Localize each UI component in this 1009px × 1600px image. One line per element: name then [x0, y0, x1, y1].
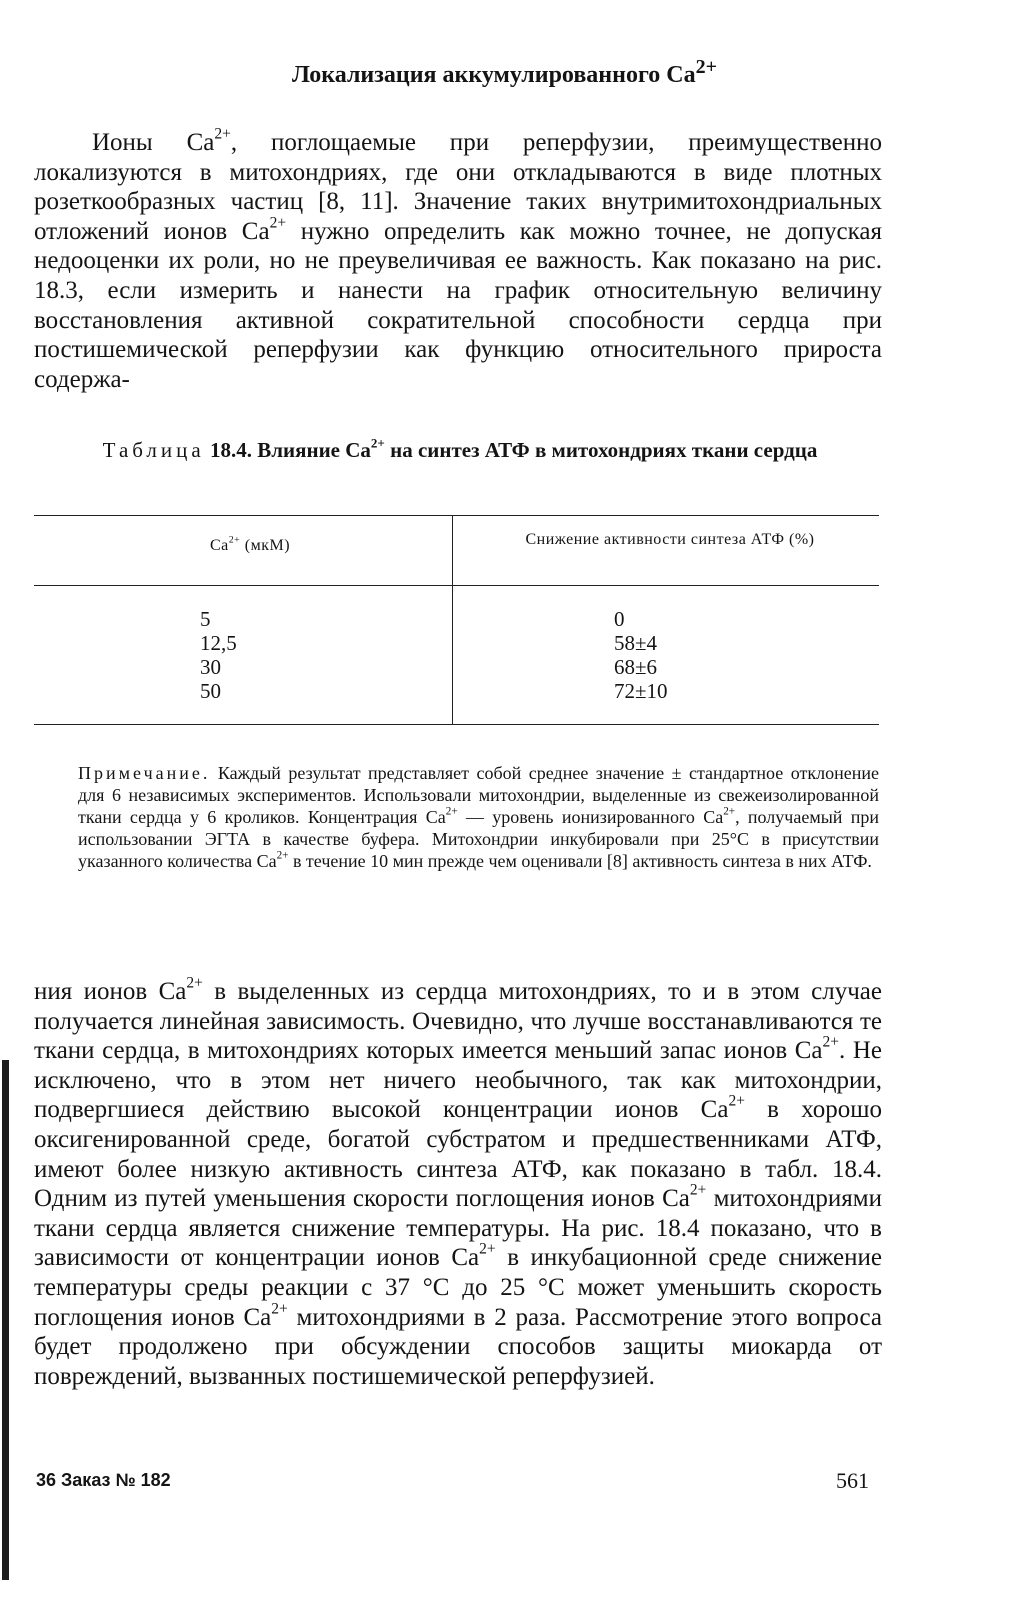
p2-sup: 2+ [822, 1033, 840, 1051]
p1-text: Ионы Ca [92, 129, 215, 156]
p1-text: , поглощаемые при реперфузии, преимущественно локализуются в митохондриях, где они откладываются в виде плотных розеткообразных частиц [8, 11]. Значение таких внутримитохондриальных отложений ионов Ca [34, 129, 882, 245]
p2-sup: 2+ [186, 974, 203, 992]
table-cell-reduction: 58±4 [614, 631, 658, 655]
table-top-rule [34, 515, 879, 516]
table-cell-reduction: 68±6 [614, 655, 658, 679]
p2-text: в инкубационной среде снижение температуры среды реакции с 37 °C до 25 °C может уменьшить скорость поглощения ионов Ca [34, 1244, 882, 1331]
p1-sup: 2+ [269, 214, 287, 232]
note-sup: 2+ [276, 849, 289, 862]
table-header-ca-text: Ca [209, 537, 229, 554]
table-header-rule [34, 585, 879, 586]
table-cell-reduction: 72±10 [614, 679, 668, 703]
p2-sup: 2+ [479, 1240, 496, 1258]
p2-text: митохондриями в 2 раза. Рассмотрение этого вопроса будет продолжено при обсуждении способов защиты миокарда от повреждений, вызванных постишемической реперфузией. [34, 1303, 882, 1390]
table-cell-ca: 5 [200, 607, 211, 631]
table-column-ca [200, 607, 237, 703]
p2-sup: 2+ [689, 1181, 707, 1199]
p2-sup: 2+ [271, 1299, 288, 1317]
table-header-atp-reduction: Снижение активности синтеза АТФ (%) [525, 531, 815, 548]
section-heading-sup: 2+ [695, 56, 717, 78]
table-caption-sup: 2+ [370, 435, 385, 451]
table-column-reduction [614, 607, 668, 703]
table-caption-main: Влияние Ca [257, 438, 371, 462]
table-header-ca [120, 536, 380, 556]
table-cell-reduction: 0 [614, 607, 625, 631]
body-paragraph-2 [34, 974, 883, 1391]
page-number: 561 [836, 1468, 869, 1493]
section-heading [0, 56, 1009, 89]
table-note-label: Примечание. [78, 763, 211, 783]
scan-edge-shadow [2, 1060, 9, 1580]
section-heading-text: Локализация аккумулированного Ca [292, 62, 696, 88]
p1-sup: 2+ [214, 125, 231, 143]
table-cell-ca: 30 [200, 655, 221, 679]
table-caption [60, 435, 860, 463]
table-header-ca-sup: 2+ [228, 534, 241, 546]
note-sup: 2+ [445, 805, 458, 818]
table-cell-ca: 50 [200, 679, 221, 703]
table-bottom-rule [34, 724, 879, 725]
table-cell-ca: 12,5 [200, 631, 237, 655]
note-sup: 2+ [723, 805, 736, 818]
p2-text: в хорошо оксигенированной среде, богатой субстратом и предшественниками АТФ, имеют более низкую активность синтеза АТФ, как показано в табл. 18.4. Одним из путей уменьшения скорости поглощения ионов Ca [34, 1096, 883, 1213]
note-text: — уровень ионизированного Ca [457, 807, 724, 827]
p2-sup: 2+ [728, 1092, 745, 1110]
printer-signature: 36 Заказ № 182 [36, 1470, 171, 1490]
body-paragraph-1 [34, 125, 882, 394]
table-column-divider [452, 515, 453, 725]
note-text: , получаемый при использовании ЭГТА в качестве буфера. Митохондрии инкубировали при 25°C в присутствии указанного количества Ca [78, 807, 880, 871]
p2-text: . Не исключено, что в этом нет ничего необычного, так как митохондрии, подвергшиеся действию высокой концентрации ионов Ca [34, 1037, 882, 1124]
p1-text: нужно определить как можно точнее, не допуская недооценки их роли, но не преувеличивая ее важность. Как показано на рис. 18.3, если измерить и нанести на график относительную величину восстановления активной сократительной способности сердца при постишемической реперфузии как функцию относительного прироста содержа- [34, 217, 882, 393]
table-caption-number: 18.4. [204, 438, 258, 462]
p2-text: ния ионов Ca [34, 978, 187, 1005]
p2-text: в выделенных из сердца митохондриях, то и в этом случае получается линейная зависимость. Очевидно, что лучше восстанавливаются те ткани сердца, в митохондриях которых имеется меньший запас ионов Ca [34, 978, 882, 1065]
table-caption-rest: на синтез АТФ в митохондриях ткани сердца [384, 438, 818, 462]
p2-text: митохондриями ткани сердца является снижение температуры. На рис. 18.4 показано, что в зависимости от концентрации ионов Ca [34, 1185, 882, 1272]
note-text: в течение 10 мин прежде чем оценивали [8] активность синтеза в них АТФ. [288, 851, 872, 871]
table-header-ca-unit: (мкМ) [240, 537, 291, 554]
note-text: Каждый результат представляет собой среднее значение ± стандартное отклонение для 6 независимых экспериментов. Использовали митохондрии, выделенные из свежеизолированной ткани сердца у 6 кроликов. Концентрация Ca [78, 763, 879, 827]
table-caption-prefix: Таблица [102, 438, 205, 462]
table-note [78, 762, 879, 872]
